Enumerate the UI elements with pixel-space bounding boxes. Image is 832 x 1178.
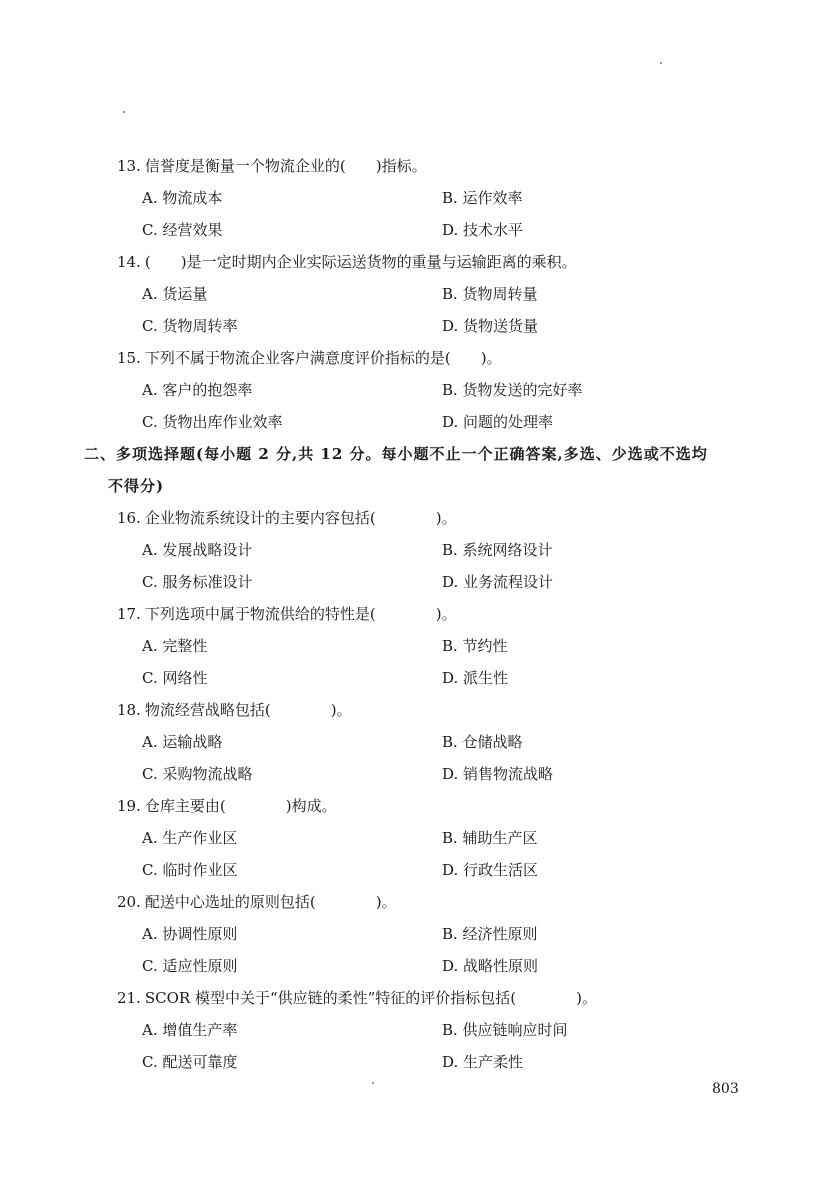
question-number: 13. <box>117 157 141 175</box>
option-b: B. 系统网络设计 <box>442 541 553 559</box>
options-row <box>0 1014 832 1046</box>
option-d: D. 业务流程设计 <box>442 573 554 591</box>
section-heading-line-2: 不得分) <box>108 477 165 495</box>
question-number: 18. <box>117 701 141 719</box>
scan-speck <box>660 62 662 64</box>
options-row <box>0 854 832 886</box>
options-row <box>0 630 832 662</box>
options-row <box>0 214 832 246</box>
option-d: D. 技术水平 <box>442 221 524 239</box>
question-stem: 信誉度是衡量一个物流企业的( )指标。 <box>144 157 427 175</box>
option-c: C. 适应性原则 <box>142 957 238 975</box>
option-c: C. 采购物流战略 <box>142 765 253 783</box>
option-b: B. 货物发送的完好率 <box>442 381 583 399</box>
option-d: D. 派生性 <box>442 669 509 687</box>
option-a: A. 增值生产率 <box>142 1021 238 1039</box>
question-stem: 企业物流系统设计的主要内容包括( )。 <box>144 509 457 527</box>
option-c: C. 服务标准设计 <box>142 573 253 591</box>
option-a: A. 运输战略 <box>142 733 223 751</box>
options-row <box>0 374 832 406</box>
question-14 <box>117 246 832 278</box>
question-number: 19. <box>117 797 141 815</box>
options-row <box>0 406 832 438</box>
options-row <box>0 534 832 566</box>
option-a: A. 完整性 <box>142 637 208 655</box>
question-stem: 下列选项中属于物流供给的特性是( )。 <box>144 605 457 623</box>
option-b: B. 节约性 <box>442 637 508 655</box>
question-number: 15. <box>117 349 141 367</box>
question-number: 20. <box>117 893 141 911</box>
question-stem: SCOR 模型中关于“供应链的柔性”特征的评价指标包括( )。 <box>144 989 598 1007</box>
option-c: C. 经营效果 <box>142 221 223 239</box>
options-row <box>0 182 832 214</box>
option-b: B. 运作效率 <box>442 189 523 207</box>
option-b: B. 仓储战略 <box>442 733 523 751</box>
question-18 <box>117 694 832 726</box>
question-number: 14. <box>117 253 141 271</box>
question-block <box>0 150 832 1078</box>
scan-speck <box>372 1082 374 1084</box>
options-row <box>0 310 832 342</box>
options-row <box>0 822 832 854</box>
option-a: A. 生产作业区 <box>142 829 238 847</box>
scan-speck <box>123 111 125 113</box>
question-stem: 下列不属于物流企业客户满意度评价指标的是( )。 <box>144 349 502 367</box>
option-c: C. 配送可靠度 <box>142 1053 238 1071</box>
option-d: D. 行政生活区 <box>442 861 539 879</box>
section-heading <box>84 438 764 502</box>
options-row <box>0 1046 832 1078</box>
option-c: C. 网络性 <box>142 669 208 687</box>
option-d: D. 销售物流战略 <box>442 765 554 783</box>
question-stem: 物流经营战略包括( )。 <box>144 701 352 719</box>
question-21 <box>117 982 832 1014</box>
option-a: A. 货运量 <box>142 285 208 303</box>
question-19 <box>117 790 832 822</box>
question-16 <box>117 502 832 534</box>
option-a: A. 客户的抱怨率 <box>142 381 253 399</box>
question-stem: 配送中心选址的原则包括( )。 <box>144 893 397 911</box>
options-row <box>0 758 832 790</box>
option-d: D. 生产柔性 <box>442 1053 524 1071</box>
question-17 <box>117 598 832 630</box>
question-15 <box>117 342 832 374</box>
page-number: 803 <box>712 1081 739 1097</box>
options-row <box>0 918 832 950</box>
section-heading-line-1: 二、多项选择题(每小题 2 分,共 12 分。每小题不止一个正确答案,多选、少选或不选均 <box>84 445 708 463</box>
option-b: B. 辅助生产区 <box>442 829 538 847</box>
question-20 <box>117 886 832 918</box>
options-row <box>0 726 832 758</box>
option-a: A. 发展战略设计 <box>142 541 253 559</box>
option-d: D. 问题的处理率 <box>442 413 554 431</box>
question-stem: 仓库主要由( )构成。 <box>144 797 337 815</box>
options-row <box>0 950 832 982</box>
option-a: A. 物流成本 <box>142 189 223 207</box>
option-a: A. 协调性原则 <box>142 925 238 943</box>
options-row <box>0 662 832 694</box>
option-d: D. 战略性原则 <box>442 957 539 975</box>
option-c: C. 临时作业区 <box>142 861 238 879</box>
option-b: B. 供应链响应时间 <box>442 1021 568 1039</box>
question-number: 16. <box>117 509 141 527</box>
question-stem: ( )是一定时期内企业实际运送货物的重量与运输距离的乘积。 <box>144 253 577 271</box>
option-c: C. 货物出库作业效率 <box>142 413 283 431</box>
option-b: B. 货物周转量 <box>442 285 538 303</box>
options-row <box>0 278 832 310</box>
question-13 <box>117 150 832 182</box>
question-number: 17. <box>117 605 141 623</box>
option-b: B. 经济性原则 <box>442 925 538 943</box>
question-number: 21. <box>117 989 141 1007</box>
option-d: D. 货物送货量 <box>442 317 539 335</box>
option-c: C. 货物周转率 <box>142 317 238 335</box>
options-row <box>0 566 832 598</box>
